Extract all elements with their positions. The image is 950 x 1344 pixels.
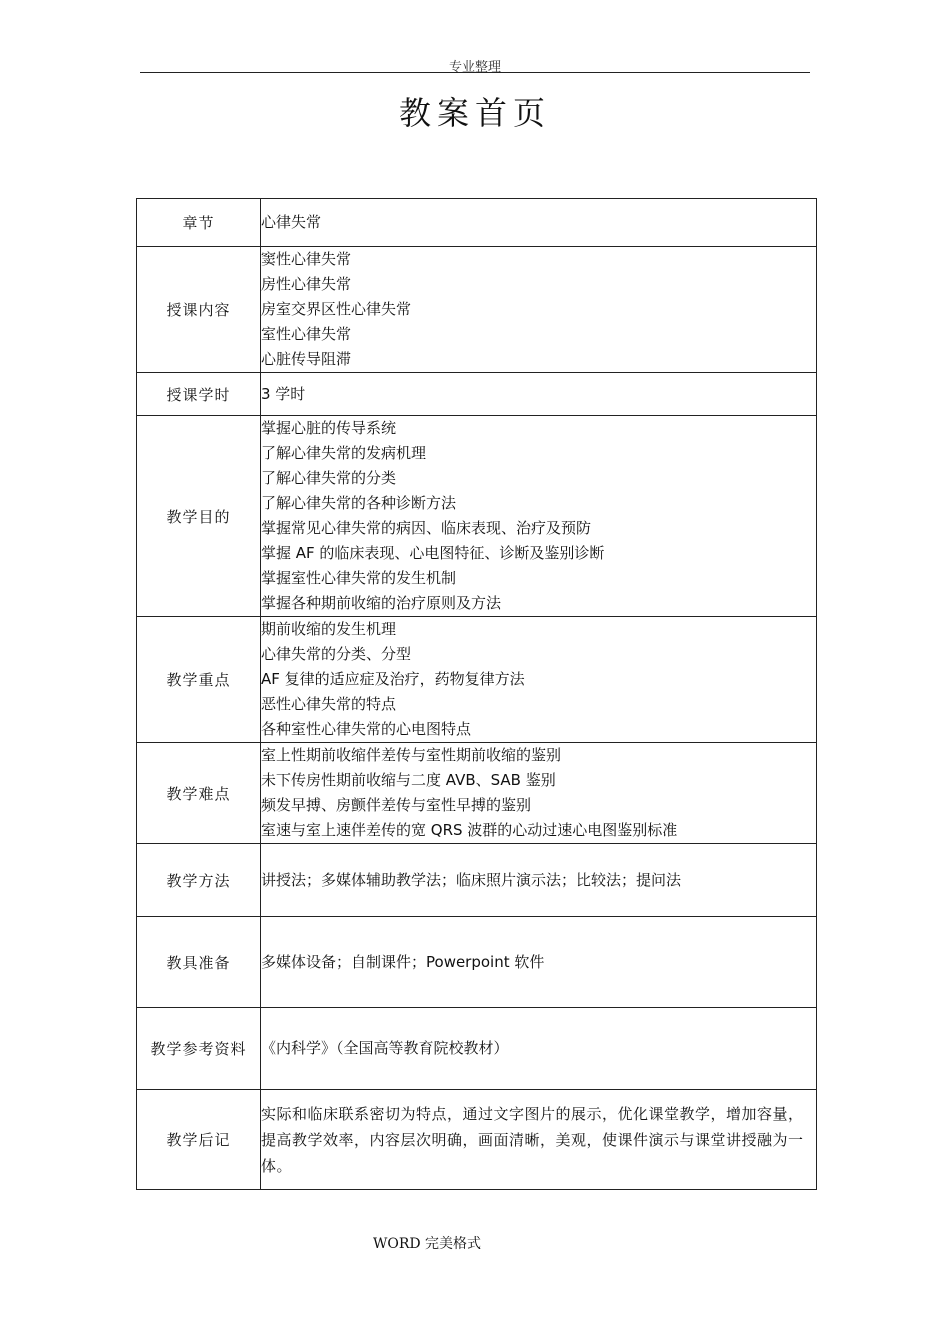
content-line: 各种室性心律失常的心电图特点 (261, 720, 472, 738)
row-chapter (137, 199, 817, 247)
row-content (261, 416, 817, 617)
row-label: 授课学时 (137, 373, 261, 416)
content-paragraph: 实际和临床联系密切为特点，通过文字图片的展示，优化课堂教学，增加容量，提高教学效率，内容层次明确，画面清晰，美观，使课件演示与课堂讲授融为一体。 (261, 1104, 804, 1175)
row-content (261, 199, 817, 247)
row-content (261, 1090, 817, 1190)
row-teaching-objectives (137, 416, 817, 617)
content-line: 《内科学》（全国高等教育院校教材） (261, 1039, 509, 1057)
content-line: AF 复律的适应症及治疗，药物复律方法 (261, 670, 525, 688)
document-title: 教案首页 (398, 94, 551, 132)
content-line: 恶性心律失常的特点 (261, 695, 397, 713)
row-teaching-methods (137, 844, 817, 917)
content-line: 心脏传导阻滞 (261, 350, 352, 368)
row-difficult-points (137, 743, 817, 844)
row-label: 教学后记 (137, 1090, 261, 1190)
header-rule (140, 72, 810, 73)
row-teaching-content (137, 247, 817, 373)
row-references (137, 1008, 817, 1090)
row-label: 授课内容 (137, 247, 261, 373)
content-line: 了解心律失常的各种诊断方法 (261, 494, 457, 512)
row-label: 教学参考资料 (137, 1008, 261, 1090)
content-line: 掌握心脏的传导系统 (261, 419, 397, 437)
row-content (261, 1008, 817, 1090)
row-label: 章节 (137, 199, 261, 247)
content-line: 频发早搏、房颤伴差传与室性早搏的鉴别 (261, 796, 532, 814)
row-class-hours (137, 373, 817, 416)
row-content (261, 617, 817, 743)
content-line: 室性心律失常 (261, 325, 352, 343)
row-teaching-aids (137, 917, 817, 1008)
row-content (261, 743, 817, 844)
content-line: 掌握室性心律失常的发生机制 (261, 569, 457, 587)
row-label: 教学方法 (137, 844, 261, 917)
content-line: 室上性期前收缩伴差传与室性期前收缩的鉴别 (261, 746, 562, 764)
row-label: 教学目的 (137, 416, 261, 617)
row-key-points (137, 617, 817, 743)
content-line: 心律失常 (261, 213, 322, 231)
page-header-text: 专业整理 (448, 60, 501, 75)
content-line: 未下传房性期前收缩与二度 AVB、SAB 鉴别 (261, 771, 556, 789)
content-line: 了解心律失常的分类 (261, 469, 397, 487)
content-line: 掌握各种期前收缩的治疗原则及方法 (261, 594, 502, 612)
content-line: 掌握 AF 的临床表现、心电图特征、诊断及鉴别诊断 (261, 544, 605, 562)
content-line: 3 学时 (261, 384, 306, 403)
content-line: 房室交界区性心律失常 (261, 300, 412, 318)
content-line: 期前收缩的发生机理 (261, 620, 397, 638)
row-content (261, 917, 817, 1008)
row-label: 教学重点 (137, 617, 261, 743)
row-content (261, 247, 817, 373)
content-line: 多媒体设备；自制课件；Powerpoint 软件 (261, 952, 545, 971)
content-line: 心律失常的分类、分型 (261, 645, 412, 663)
content-line: 掌握常见心律失常的病因、临床表现、治疗及预防 (261, 519, 592, 537)
row-label: 教具准备 (137, 917, 261, 1008)
row-label: 教学难点 (137, 743, 261, 844)
page-footer-text: WORD 完美格式 (372, 1236, 482, 1252)
row-content (261, 844, 817, 917)
content-line: 讲授法；多媒体辅助教学法；临床照片演示法；比较法；提问法 (261, 870, 682, 889)
content-line: 房性心律失常 (261, 275, 352, 293)
content-line: 室速与室上速伴差传的宽 QRS 波群的心动过速心电图鉴别标准 (261, 821, 678, 839)
content-line: 窦性心律失常 (261, 250, 352, 268)
row-postscript (137, 1090, 817, 1190)
row-content (261, 373, 817, 416)
lesson-plan-table (136, 198, 817, 1190)
content-line: 了解心律失常的发病机理 (261, 444, 427, 462)
